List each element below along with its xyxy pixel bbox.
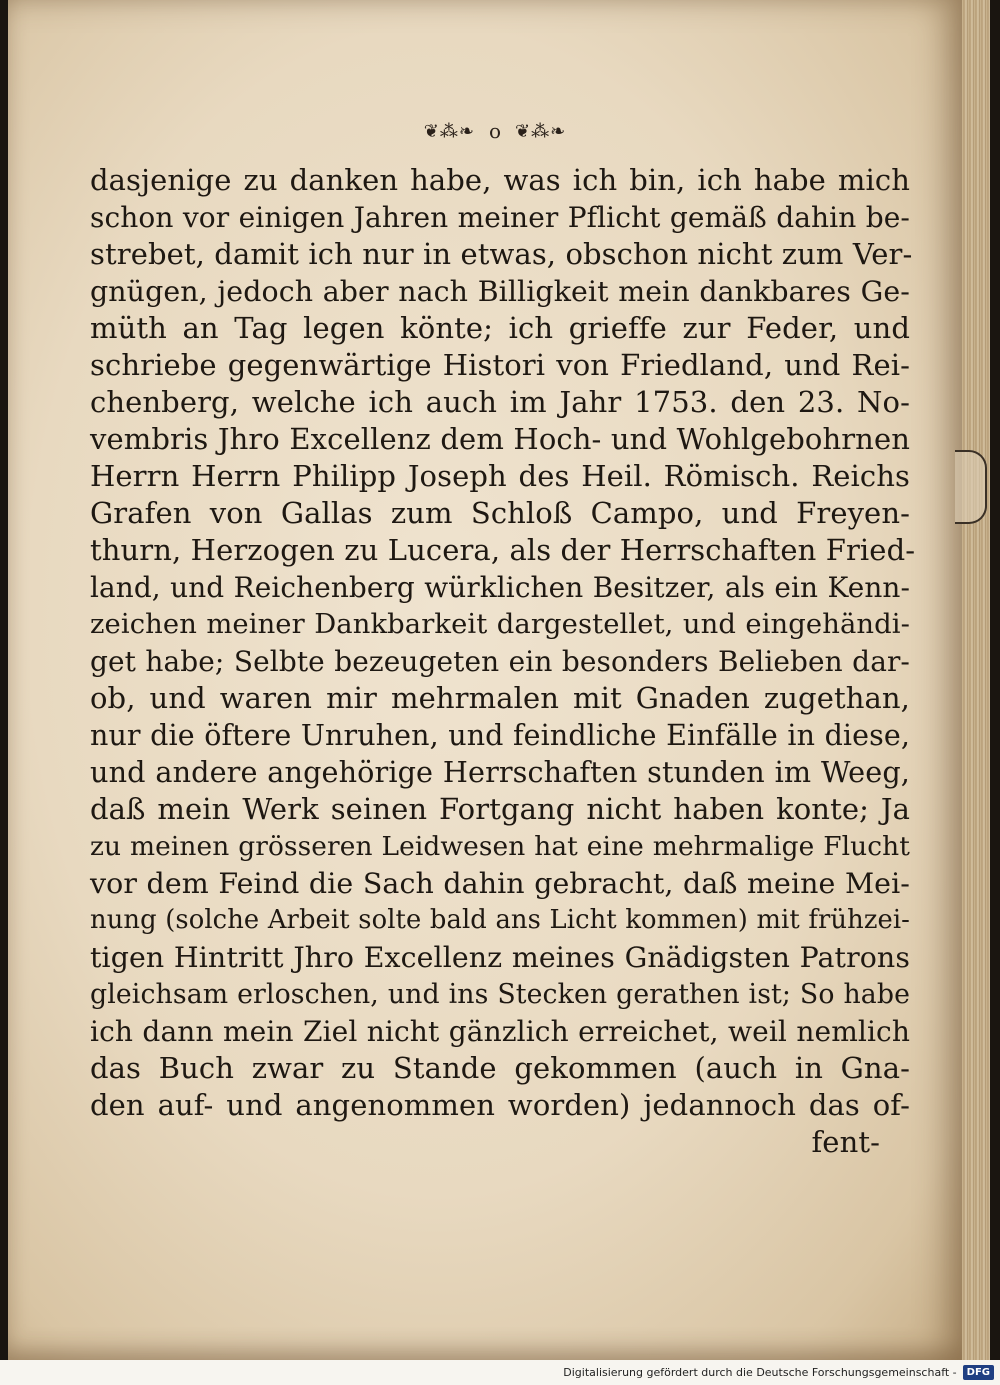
text-line: schon vor einigen Jahren meiner Pflicht gemäß dahin be-: [90, 201, 910, 234]
text-line: das Buch zwar zu Stande gekommen (auch in Gna-: [90, 1051, 910, 1085]
text-line: ich dann mein Ziel nicht gänzlich erreichet, weil nemlich: [90, 1015, 910, 1048]
right-ornament-icon: ❦⁂❧: [515, 120, 567, 142]
text-line: get habe; Selbte bezeugeten ein besonders Belieben dar-: [90, 645, 910, 678]
text-line: gnügen, jedoch aber nach Billigkeit mein dankbares Ge-: [90, 275, 910, 308]
catchword: fent-: [811, 1125, 880, 1159]
text-line: land, und Reichenberg würklichen Besitzer, als ein Kenn-: [90, 571, 910, 604]
text-line: zeichen meiner Dankbarkeit dargestellet, und eingehändi-: [90, 609, 910, 640]
left-ornament-icon: ❦⁂❧: [423, 120, 475, 142]
text-line: vor dem Feind die Sach dahin gebracht, daß meine Mei-: [90, 867, 910, 900]
footer-credit: Digitalisierung gefördert durch die Deutsche Forschungsgemeinschaft -: [563, 1366, 957, 1379]
text-line: daß mein Werk seinen Fortgang nicht haben konte; Ja: [90, 792, 910, 826]
bookmark-tab: [955, 450, 987, 524]
text-line: vembris Jhro Excellenz dem Hoch- und Wohlgebohrnen: [90, 422, 910, 456]
digitization-footer: [0, 1360, 1000, 1385]
text-line: strebet, damit ich nur in etwas, obschon nicht zum Ver-: [90, 237, 913, 271]
text-line: gleichsam erloschen, und ins Stecken gerathen ist; So habe: [90, 979, 910, 1010]
text-line: chenberg, welche ich auch im Jahr 1753. den 23. No-: [90, 385, 910, 419]
book-page: [8, 0, 962, 1360]
page-mark: o: [488, 119, 502, 143]
text-line: ob, und waren mir mehrmalen mit Gnaden zugethan,: [90, 681, 910, 715]
text-line: und andere angehörige Herrschaften stunden im Weeg,: [90, 755, 910, 789]
text-line: nur die öftere Unruhen, und feindliche Einfälle in diese,: [90, 719, 910, 752]
body-text: [90, 162, 916, 1161]
text-line: den auf- und angenommen worden) jedannoch das of-: [90, 1088, 910, 1122]
dfg-logo-icon: DFG: [963, 1365, 994, 1380]
text-line: nung (solche Arbeit solte bald ans Licht kommen) mit frühzei-: [90, 905, 910, 935]
text-line: Herrn Herrn Philipp Joseph des Heil. Römisch. Reichs: [90, 459, 910, 493]
text-line: müth an Tag legen könte; ich grieffe zur Feder, und: [90, 311, 910, 345]
text-line: thurn, Herzogen zu Lucera, als der Herrschaften Fried-: [90, 533, 916, 567]
page-edge: [962, 0, 990, 1360]
text-line: Grafen von Gallas zum Schloß Campo, und Freyen-: [90, 496, 910, 530]
text-line: schriebe gegenwärtige Histori von Friedland, und Rei-: [90, 348, 910, 382]
text-line: dasjenige zu danken habe, was ich bin, ich habe mich: [90, 163, 910, 197]
headpiece-ornament: [390, 116, 600, 146]
text-line: zu meinen grösseren Leidwesen hat eine mehrmalige Flucht: [90, 831, 910, 862]
text-line: tigen Hintritt Jhro Excellenz meines Gnädigsten Patrons: [90, 941, 910, 974]
